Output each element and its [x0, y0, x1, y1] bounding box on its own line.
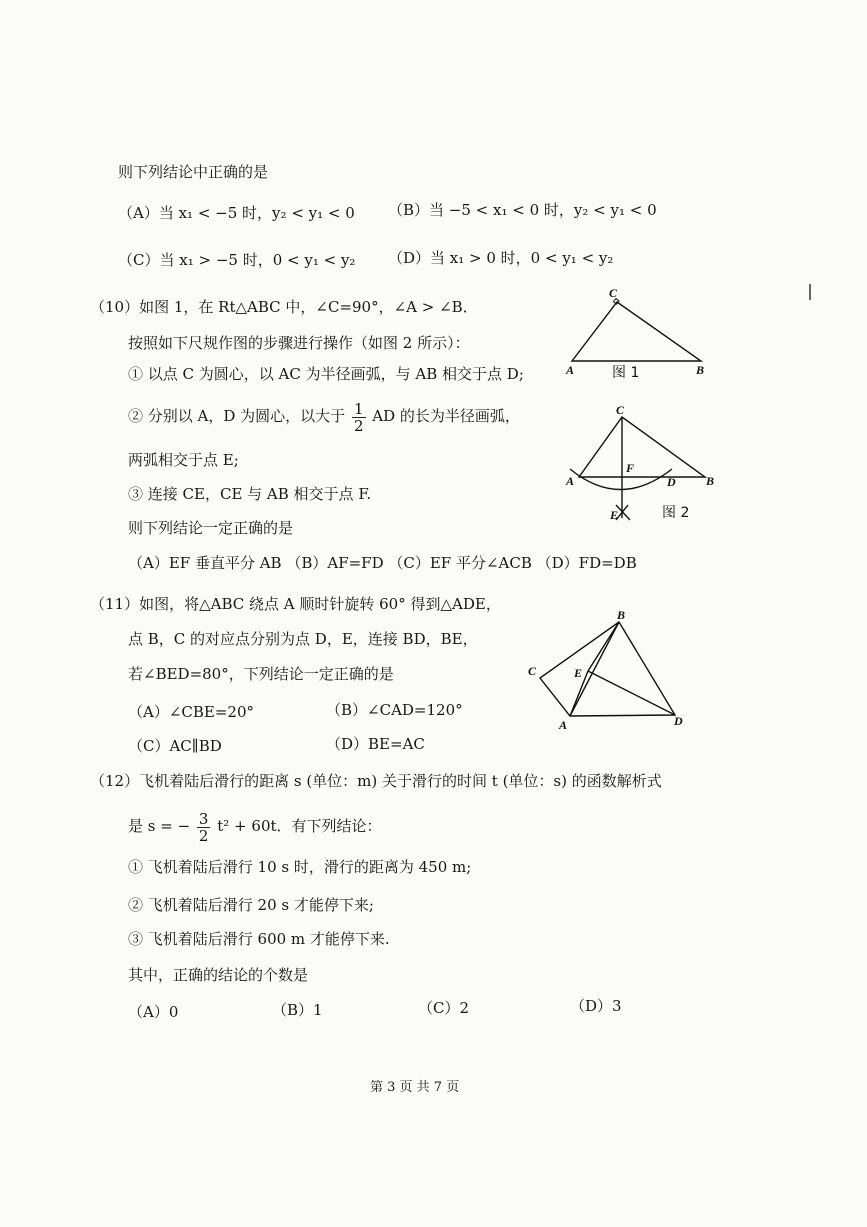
- page-footer: 第 3 页 共 7 页: [370, 1080, 460, 1095]
- fraction-numerator: 1: [353, 399, 364, 418]
- q12-ask: 其中，正确的结论的个数是: [128, 966, 309, 984]
- fig1-label-b: B: [696, 363, 705, 377]
- fig1-label-a: A: [566, 363, 575, 377]
- fig2-label-a: A: [566, 474, 575, 488]
- q12-conclusion-2: ② 飞机着陆后滑行 20 s 才能停下来;: [128, 896, 374, 914]
- q11-label-a: A: [559, 718, 568, 732]
- q11-option-d: （D）BE=AC: [326, 735, 425, 753]
- q12-conclusion-3: ③ 飞机着陆后滑行 600 m 才能停下来.: [128, 930, 390, 948]
- fig2-label-f: F: [626, 461, 635, 475]
- fig2-label-d: D: [667, 475, 676, 489]
- q10-ask: 则下列结论一定正确的是: [128, 519, 294, 537]
- q12-option-d: （D）3: [570, 997, 622, 1015]
- q11-label-b: B: [617, 608, 626, 622]
- q11-option-b: （B）∠CAD=120°: [326, 701, 463, 719]
- triangle-abc: [572, 302, 701, 361]
- q10-step2-pre: ② 分别以 A，D 为圆心，以大于: [128, 407, 346, 425]
- q11-label-c: C: [528, 664, 537, 678]
- figure-1: [572, 299, 701, 361]
- q12-conclusion-1: ① 飞机着陆后滑行 10 s 时，滑行的距离为 450 m;: [128, 858, 472, 876]
- fig2-label-c: C: [616, 403, 625, 417]
- q9-option-a: （A）当 x₁ < −5 时，y₂ < y₁ < 0: [118, 204, 355, 222]
- fraction-denominator: 2: [198, 826, 209, 845]
- q11-line1: （11）如图，将△ABC 绕点 A 顺时针旋转 60° 得到△ADE，: [90, 595, 501, 613]
- q10-options: （A）EF 垂直平分 AB （B）AF=FD （C）EF 平分∠ACB （D）FD=DB: [128, 554, 637, 572]
- figure-q11: [540, 622, 675, 716]
- q10-step2-post: AD 的长为半径画弧，: [372, 407, 520, 425]
- fig1-label-c: C: [609, 286, 618, 300]
- q10-line2: 按照如下尺规作图的步骤进行操作（如图 2 所示）：: [128, 334, 470, 352]
- formula-pre: 是 s = −: [128, 817, 191, 835]
- q12-option-b: （B）1: [272, 1001, 323, 1019]
- q11-label-e: E: [574, 666, 583, 680]
- fig1-caption: 图 1: [612, 365, 640, 381]
- q10-step2-cont: 两弧相交于点 E;: [128, 451, 239, 469]
- q10-step1: ① 以点 C 为圆心，以 AC 为半径画弧，与 AB 相交于点 D;: [128, 365, 524, 383]
- q9-stem: 则下列结论中正确的是: [118, 163, 269, 181]
- q12-option-a: （A）0: [128, 1003, 179, 1021]
- q12-option-c: （C）2: [418, 999, 470, 1017]
- fraction-denominator: 2: [353, 416, 364, 435]
- q11-line2: 点 B，C 的对应点分别为点 D，E，连接 BD，BE，: [128, 630, 478, 648]
- q10-step3: ③ 连接 CE，CE 与 AB 相交于点 F.: [128, 485, 372, 503]
- fig2-caption: 图 2: [662, 505, 690, 521]
- q11-label-d: D: [674, 714, 683, 728]
- fraction-numerator: 3: [198, 809, 209, 828]
- q9-option-c: （C）当 x₁ > −5 时，0 < y₁ < y₂: [118, 251, 356, 269]
- q11-option-c: （C）AC∥BD: [128, 737, 222, 755]
- q12-line1: （12）飞机着陆后滑行的距离 s (单位：m) 关于滑行的时间 t (单位：s) 的函数解析式: [90, 772, 662, 790]
- fig2-label-e: E: [610, 508, 619, 522]
- q11-option-a: （A）∠CBE=20°: [128, 703, 255, 721]
- fig2-label-b: B: [706, 474, 715, 488]
- q11-line3: 若∠BED=80°，下列结论一定正确的是: [128, 665, 394, 683]
- q10-line1: （10）如图 1，在 Rt△ABC 中，∠C=90°，∠A > ∠B．: [90, 298, 478, 316]
- formula-post: t² + 60t．有下列结论：: [217, 817, 382, 835]
- q9-option-b: （B）当 −5 < x₁ < 0 时，y₂ < y₁ < 0: [388, 201, 657, 219]
- q9-option-d: （D）当 x₁ > 0 时，0 < y₁ < y₂: [388, 249, 614, 267]
